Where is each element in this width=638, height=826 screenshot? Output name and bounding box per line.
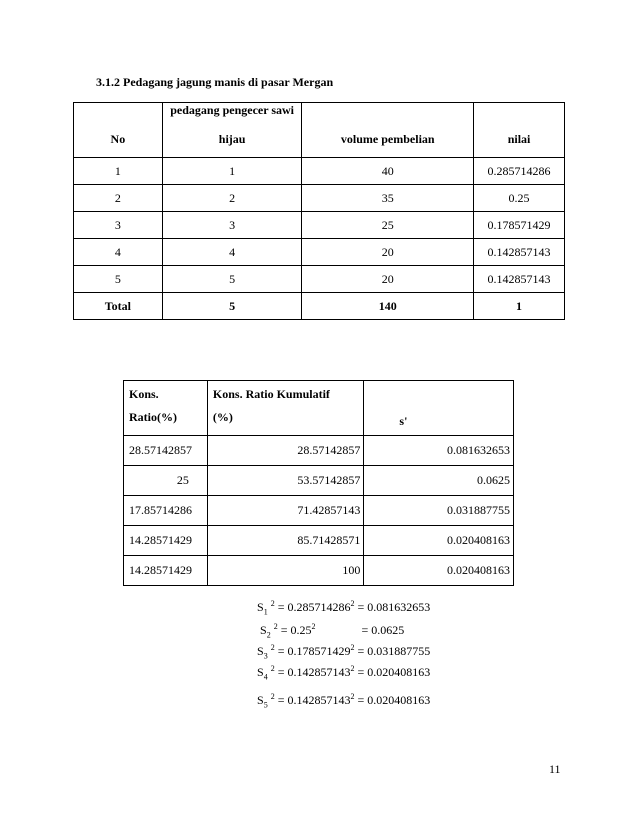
table-cell: 0.178571429 (474, 212, 565, 239)
merchant-volume-table (73, 102, 565, 320)
table-row (74, 185, 565, 212)
table-cell: 5 (162, 266, 302, 293)
formula-s: S (260, 623, 267, 637)
table-cell: 0.142857143 (474, 239, 565, 266)
table-cell: 2 (74, 185, 163, 212)
formula-s3 (257, 643, 430, 660)
table-row (124, 496, 514, 526)
table-cell: 0.285714286 (474, 158, 565, 185)
formula-power: 2 (270, 664, 275, 673)
page-number: 11 (549, 762, 561, 776)
header-kumulatif-line1: Kons. Ratio Kumulatif (212, 387, 330, 401)
table-header-row (124, 381, 514, 436)
table-row (124, 466, 514, 496)
table-cell: 17.85714286 (124, 496, 208, 526)
table-header-row (74, 103, 565, 158)
header-no: No (74, 103, 163, 158)
table-cell: 4 (74, 239, 163, 266)
table-cell: 35 (302, 185, 474, 212)
formula-power: 2 (350, 599, 355, 608)
formula-s: S (257, 665, 264, 679)
formula-s5 (257, 692, 430, 709)
table-cell: 0.0625 (364, 466, 514, 496)
header-kons-line2: Ratio(%) (129, 410, 177, 424)
total-cell: 140 (302, 293, 474, 320)
table-cell: 0.020408163 (364, 556, 514, 586)
formula-result: = 0.0625 (361, 623, 405, 637)
header-kons-line1: Kons. (129, 387, 159, 401)
table-cell: 0.031887755 (364, 496, 514, 526)
table-cell: 1 (162, 158, 302, 185)
table-row (124, 436, 514, 466)
formula-index: 4 (263, 672, 268, 682)
header-pedagang (162, 103, 302, 158)
formula-s4 (257, 664, 430, 681)
formula-index: 5 (263, 700, 268, 710)
table-cell: 14.28571429 (124, 526, 208, 556)
table-cell: 28.57142857 (207, 436, 364, 466)
total-row (74, 293, 565, 320)
header-pedagang-line2: hijau (218, 132, 246, 146)
header-nilai: nilai (474, 103, 565, 158)
formula-value: = 0.285714286 (274, 600, 351, 614)
table-cell: 20 (302, 239, 474, 266)
table-row (124, 556, 514, 586)
formula-power: 2 (350, 643, 355, 652)
header-s (364, 381, 514, 436)
formula-result: = 0.081632653 (354, 600, 431, 614)
table-cell: 0.081632653 (364, 436, 514, 466)
table-row (124, 526, 514, 556)
table-cell: 40 (302, 158, 474, 185)
table-cell: 20 (302, 266, 474, 293)
table-cell: 1 (74, 158, 163, 185)
formula-value: = 0.178571429 (274, 644, 351, 658)
formula-index: 2 (266, 630, 271, 640)
formula-value: = 0.142857143 (274, 693, 351, 707)
ratio-table (123, 380, 514, 586)
table-cell: 28.57142857 (124, 436, 208, 466)
table-cell: 5 (74, 266, 163, 293)
formula-value: = 0.25 (277, 623, 312, 637)
formula-s: S (257, 693, 264, 707)
table-cell: 0.142857143 (474, 266, 565, 293)
formula-s: S (257, 644, 264, 658)
formula-result: = 0.020408163 (354, 665, 431, 679)
table-cell: 25 (302, 212, 474, 239)
header-volume: volume pembelian (302, 103, 474, 158)
total-label: Total (74, 293, 163, 320)
table-row (74, 158, 565, 185)
table-row (74, 212, 565, 239)
formula-index: 1 (263, 607, 268, 617)
table-cell: 53.57142857 (207, 466, 364, 496)
formula-power: 2 (350, 692, 355, 701)
header-kumulatif-line2: (%) (212, 410, 233, 424)
table-cell: 100 (207, 556, 364, 586)
formula-result: = 0.031887755 (354, 644, 431, 658)
table-row (74, 239, 565, 266)
formula-power: 2 (270, 599, 275, 608)
table-cell: 14.28571429 (124, 556, 208, 586)
total-cell: 1 (474, 293, 565, 320)
formula-power: 2 (311, 622, 316, 631)
table-cell: 25 (124, 466, 208, 496)
header-kons-ratio (124, 381, 208, 436)
header-s-label: s' (399, 414, 408, 428)
table-cell: 0.25 (474, 185, 565, 212)
formula-s2 (260, 622, 404, 639)
formula-index: 3 (263, 651, 268, 661)
table-row (74, 266, 565, 293)
formula-power: 2 (270, 692, 275, 701)
section-heading: 3.1.2 Pedagang jagung manis di pasar Mergan (96, 75, 334, 89)
formula-value: = 0.142857143 (274, 665, 351, 679)
table-cell: 2 (162, 185, 302, 212)
formula-power: 2 (350, 664, 355, 673)
table-cell: 0.020408163 (364, 526, 514, 556)
table-cell: 4 (162, 239, 302, 266)
header-pedagang-line1: pedagang pengecer sawi (170, 103, 295, 117)
table-cell: 3 (74, 212, 163, 239)
formula-s: S (257, 600, 264, 614)
formula-power: 2 (270, 643, 275, 652)
formula-s1 (257, 599, 430, 616)
table-cell: 85.71428571 (207, 526, 364, 556)
formula-power: 2 (273, 622, 278, 631)
table-cell: 71.42857143 (207, 496, 364, 526)
table-cell: 3 (162, 212, 302, 239)
header-kumulatif (207, 381, 364, 436)
formula-result: = 0.020408163 (354, 693, 431, 707)
total-cell: 5 (162, 293, 302, 320)
